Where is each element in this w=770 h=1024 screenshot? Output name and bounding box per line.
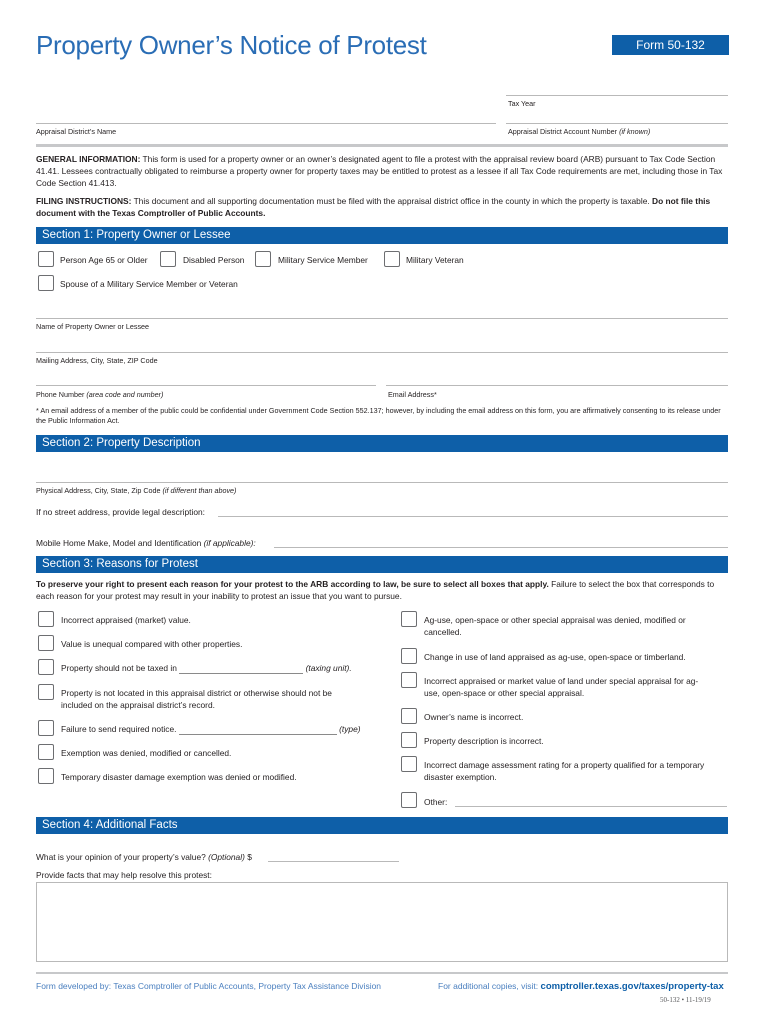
checkbox-label: Person Age 65 or Older [60, 255, 148, 265]
reason-label: Property is not located in this appraisal district or otherwise should not be included on the appraisal district’s record. [61, 688, 332, 710]
section2-heading: Section 2: Property Description [36, 435, 728, 452]
physical-address-label: Physical Address, City, State, Zip Code (if different than above) [36, 486, 237, 495]
facts-label: Provide facts that may help resolve this protest: [36, 870, 212, 880]
general-information: GENERAL INFORMATION: This form is used for a property owner or an owner’s designated agent to file a protest with the appraisal review board (ARB) pursuant to Tax Code Section 41.41. Lessees contractually obligated to reimburse a property owner for property taxes may be entitled to protest as a lessee if all Tax Code requirements are met, including those in Tax Code Section 41.413. [36, 154, 723, 188]
reason-label: Incorrect appraised (market) value. [61, 615, 191, 625]
checkbox-ag-use-denied[interactable] [401, 611, 417, 627]
account-number-label: Appraisal District Account Number (if known) [508, 127, 651, 136]
section3-intro: To preserve your right to present each reason for your protest to the ARB according to law, be sure to select all boxes that apply. Failure to select the box that corresponds to each reason for your protest may result in your inability to protest an issue that you want to pursue. [36, 579, 715, 601]
reason-label: Property description is incorrect. [424, 736, 544, 746]
checkbox-damage-rating[interactable] [401, 756, 417, 772]
phone-field[interactable] [36, 385, 376, 386]
filing-instructions: FILING INSTRUCTIONS: This document and all supporting documentation must be filed with the appraisal district office in the county in which the property is taxable. Do not file this document with the Texas Comptroller of Public Accounts. [36, 196, 711, 218]
opinion-value-field[interactable] [268, 861, 399, 862]
checkbox-disaster-exemption[interactable] [38, 768, 54, 784]
mobile-home-label: Mobile Home Make, Model and Identification (if applicable): [36, 538, 256, 548]
reason-label: Change in use of land appraised as ag-use, open-space or timberland. [424, 652, 686, 662]
checkbox-label: Spouse of a Military Service Member or Veteran [60, 279, 238, 289]
checkbox-not-taxed[interactable] [38, 659, 54, 675]
section3-heading: Section 3: Reasons for Protest [36, 556, 728, 573]
account-number-field[interactable] [506, 123, 728, 124]
opinion-label: What is your opinion of your property’s value? (Optional) $ [36, 852, 252, 862]
form-number-badge: Form 50-132 [612, 35, 729, 55]
notice-type-field[interactable] [179, 724, 337, 735]
email-label: Email Address* [388, 390, 437, 399]
checkbox-military-member[interactable] [255, 251, 271, 267]
phone-label: Phone Number (area code and number) [36, 390, 164, 399]
checkbox-not-in-district[interactable] [38, 684, 54, 700]
reason-label: Value is unequal compared with other properties. [61, 639, 243, 649]
form-title: Property Owner’s Notice of Protest [36, 30, 427, 60]
mobile-home-field[interactable] [274, 547, 728, 548]
other-reason-field[interactable] [455, 806, 727, 807]
reason-label: Property should not be taxed in (taxing unit). [61, 663, 352, 673]
tax-year-field[interactable] [506, 95, 728, 96]
checkbox-owner-name[interactable] [401, 708, 417, 724]
email-field[interactable] [386, 385, 728, 386]
legal-description-field[interactable] [218, 516, 728, 517]
legal-description-label: If no street address, provide legal description: [36, 507, 205, 517]
checkbox-change-in-use[interactable] [401, 648, 417, 664]
checkbox-label: Disabled Person [183, 255, 245, 265]
footer-copies: For additional copies, visit: comptroller.texas.gov/taxes/property-tax [438, 981, 724, 992]
checkbox-spouse[interactable] [38, 275, 54, 291]
footer-divider [36, 972, 728, 974]
footer-credit: Form developed by: Texas Comptroller of Public Accounts, Property Tax Assistance Division [36, 981, 382, 991]
reason-label: Exemption was denied, modified or cancelled. [61, 748, 232, 758]
checkbox-unequal-value[interactable] [38, 635, 54, 651]
checkbox-label: Military Veteran [406, 255, 464, 265]
reason-label: Owner’s name is incorrect. [424, 712, 524, 722]
checkbox-special-appraisal-value[interactable] [401, 672, 417, 688]
divider [36, 144, 728, 147]
owner-name-label: Name of Property Owner or Lessee [36, 322, 150, 331]
form-revision-code: 50-132 • 11-19/19 [660, 996, 711, 1004]
email-footnote: * An email address of a member of the public could be confidential under Government Code Section 552.137; however, by including the email address on this form, you are affirmatively consenting to its release under the Public Information Act. [36, 406, 721, 425]
facts-textarea[interactable] [36, 882, 728, 962]
checkbox-military-veteran[interactable] [384, 251, 400, 267]
tax-year-label: Tax Year [508, 99, 536, 108]
checkbox-property-description[interactable] [401, 732, 417, 748]
comptroller-link[interactable]: comptroller.texas.gov/taxes/property-tax [540, 981, 724, 992]
mailing-address-label: Mailing Address, City, State, ZIP Code [36, 356, 158, 365]
checkbox-incorrect-value[interactable] [38, 611, 54, 627]
checkbox-label: Military Service Member [278, 255, 368, 265]
section4-heading: Section 4: Additional Facts [36, 817, 728, 834]
checkbox-exemption-denied[interactable] [38, 744, 54, 760]
appraisal-district-name-label: Appraisal District’s Name [36, 127, 117, 136]
physical-address-field[interactable] [36, 482, 728, 483]
reason-label: Incorrect damage assessment rating for a property qualified for a temporary disaster exemption. [424, 760, 705, 782]
owner-name-field[interactable] [36, 318, 728, 319]
reason-label: Incorrect appraised or market value of land under special appraisal for ag-use, open-space or other special appraisal. [424, 676, 699, 698]
mailing-address-field[interactable] [36, 352, 728, 353]
reason-label: Ag-use, open-space or other special appraisal was denied, modified or cancelled. [424, 615, 686, 637]
reason-label: Temporary disaster damage exemption was denied or modified. [61, 772, 297, 782]
checkbox-other[interactable] [401, 792, 417, 808]
checkbox-age-65[interactable] [38, 251, 54, 267]
checkbox-disabled[interactable] [160, 251, 176, 267]
checkbox-no-notice[interactable] [38, 720, 54, 736]
appraisal-district-name-field[interactable] [36, 123, 496, 124]
taxing-unit-field[interactable] [179, 663, 303, 674]
section1-heading: Section 1: Property Owner or Lessee [36, 227, 728, 244]
reason-label: Failure to send required notice. (type) [61, 724, 361, 734]
reason-label: Other: [424, 797, 448, 807]
